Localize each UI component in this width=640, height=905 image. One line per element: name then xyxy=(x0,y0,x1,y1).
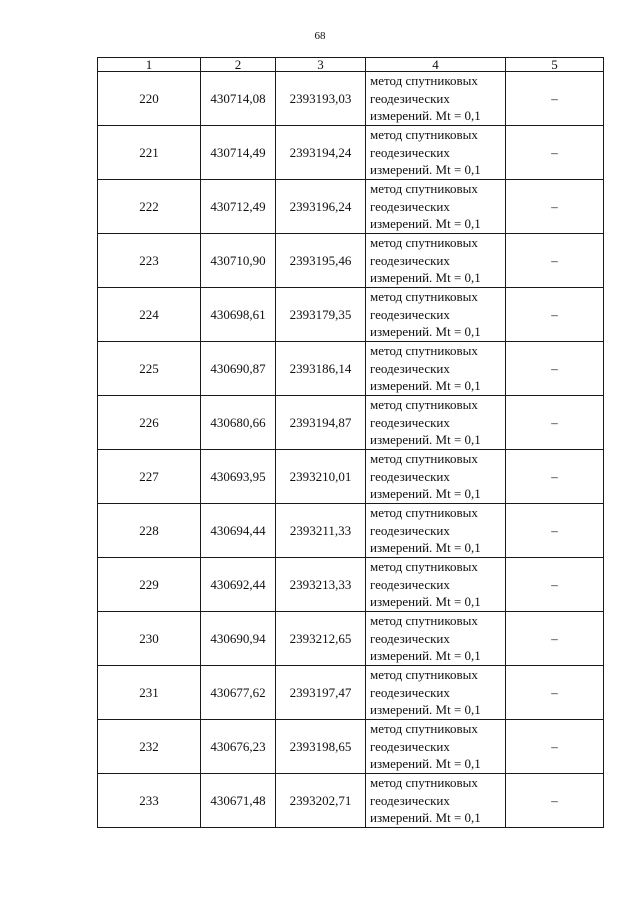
table-row xyxy=(98,666,604,720)
table-row xyxy=(98,234,604,288)
table-row xyxy=(98,180,604,234)
point-number-cell: 227 xyxy=(98,450,201,504)
method-text-line: геодезических xyxy=(370,306,450,322)
x-coordinate-cell: 430714,49 xyxy=(201,126,276,180)
method-text-line: геодезических xyxy=(370,198,450,214)
method-text-line: измерений. Mt = 0,1 xyxy=(370,108,481,124)
method-text-line: геодезических xyxy=(370,144,450,160)
note-cell: – xyxy=(506,288,604,342)
method-text-line: метод спутниковых xyxy=(370,613,478,629)
y-coordinate-cell: 2393212,65 xyxy=(276,612,366,666)
method-text-line: метод спутниковых xyxy=(370,505,478,521)
column-header-2: 2 xyxy=(201,58,276,72)
method-text-line: геодезических xyxy=(370,522,450,538)
table-row xyxy=(98,504,604,558)
y-coordinate-cell: 2393197,47 xyxy=(276,666,366,720)
point-number-cell: 225 xyxy=(98,342,201,396)
method-text-line: метод спутниковых xyxy=(370,559,478,575)
method-cell xyxy=(366,720,506,774)
method-text-line: метод спутниковых xyxy=(370,397,478,413)
note-cell: – xyxy=(506,612,604,666)
point-number-cell: 230 xyxy=(98,612,201,666)
x-coordinate-cell: 430694,44 xyxy=(201,504,276,558)
method-cell xyxy=(366,504,506,558)
table-body xyxy=(98,72,604,828)
table-row xyxy=(98,72,604,126)
note-cell: – xyxy=(506,342,604,396)
point-number-cell: 226 xyxy=(98,396,201,450)
y-coordinate-cell: 2393210,01 xyxy=(276,450,366,504)
x-coordinate-cell: 430692,44 xyxy=(201,558,276,612)
method-cell xyxy=(366,342,506,396)
point-number-cell: 233 xyxy=(98,774,201,828)
table-row xyxy=(98,612,604,666)
method-text-line: измерений. Mt = 0,1 xyxy=(370,324,481,340)
table-row xyxy=(98,774,604,828)
method-text-line: измерений. Mt = 0,1 xyxy=(370,486,481,502)
column-header-5: 5 xyxy=(506,58,604,72)
point-number-cell: 221 xyxy=(98,126,201,180)
method-cell xyxy=(366,450,506,504)
method-text-line: метод спутниковых xyxy=(370,343,478,359)
method-text-line: геодезических xyxy=(370,414,450,430)
table-row xyxy=(98,450,604,504)
method-text-line: измерений. Mt = 0,1 xyxy=(370,648,481,664)
point-number-cell: 231 xyxy=(98,666,201,720)
method-cell xyxy=(366,234,506,288)
method-text-line: геодезических xyxy=(370,252,450,268)
method-text-line: измерений. Mt = 0,1 xyxy=(370,702,481,718)
point-number-cell: 220 xyxy=(98,72,201,126)
column-header-3: 3 xyxy=(276,58,366,72)
method-text-line: метод спутниковых xyxy=(370,73,478,89)
table-row xyxy=(98,342,604,396)
x-coordinate-cell: 430671,48 xyxy=(201,774,276,828)
method-text-line: измерений. Mt = 0,1 xyxy=(370,540,481,556)
method-text-line: метод спутниковых xyxy=(370,127,478,143)
note-cell: – xyxy=(506,396,604,450)
method-text-line: измерений. Mt = 0,1 xyxy=(370,162,481,178)
method-text-line: измерений. Mt = 0,1 xyxy=(370,378,481,394)
y-coordinate-cell: 2393194,87 xyxy=(276,396,366,450)
method-text-line: измерений. Mt = 0,1 xyxy=(370,270,481,286)
method-text-line: метод спутниковых xyxy=(370,235,478,251)
method-text-line: геодезических xyxy=(370,576,450,592)
method-text-line: метод спутниковых xyxy=(370,775,478,791)
method-text-line: геодезических xyxy=(370,468,450,484)
y-coordinate-cell: 2393179,35 xyxy=(276,288,366,342)
point-number-cell: 222 xyxy=(98,180,201,234)
y-coordinate-cell: 2393195,46 xyxy=(276,234,366,288)
x-coordinate-cell: 430710,90 xyxy=(201,234,276,288)
method-cell xyxy=(366,396,506,450)
method-text-line: геодезических xyxy=(370,630,450,646)
header-row xyxy=(98,58,604,72)
note-cell: – xyxy=(506,774,604,828)
note-cell: – xyxy=(506,666,604,720)
page-number: 68 xyxy=(314,30,326,42)
method-text-line: измерений. Mt = 0,1 xyxy=(370,756,481,772)
method-cell xyxy=(366,180,506,234)
method-text-line: геодезических xyxy=(370,684,450,700)
note-cell: – xyxy=(506,180,604,234)
method-cell xyxy=(366,612,506,666)
table-row xyxy=(98,288,604,342)
y-coordinate-cell: 2393194,24 xyxy=(276,126,366,180)
method-text-line: геодезических xyxy=(370,738,450,754)
point-number-cell: 223 xyxy=(98,234,201,288)
method-cell xyxy=(366,558,506,612)
x-coordinate-cell: 430714,08 xyxy=(201,72,276,126)
note-cell: – xyxy=(506,234,604,288)
y-coordinate-cell: 2393193,03 xyxy=(276,72,366,126)
method-text-line: измерений. Mt = 0,1 xyxy=(370,432,481,448)
y-coordinate-cell: 2393202,71 xyxy=(276,774,366,828)
method-cell xyxy=(366,666,506,720)
x-coordinate-cell: 430680,66 xyxy=(201,396,276,450)
column-header-4: 4 xyxy=(366,58,506,72)
table-row xyxy=(98,720,604,774)
y-coordinate-cell: 2393186,14 xyxy=(276,342,366,396)
table-row xyxy=(98,396,604,450)
x-coordinate-cell: 430676,23 xyxy=(201,720,276,774)
column-header-1: 1 xyxy=(98,58,201,72)
method-text-line: метод спутниковых xyxy=(370,289,478,305)
method-cell xyxy=(366,288,506,342)
method-text-line: измерений. Mt = 0,1 xyxy=(370,594,481,610)
point-number-cell: 228 xyxy=(98,504,201,558)
method-cell xyxy=(366,126,506,180)
y-coordinate-cell: 2393213,33 xyxy=(276,558,366,612)
method-text-line: метод спутниковых xyxy=(370,451,478,467)
y-coordinate-cell: 2393198,65 xyxy=(276,720,366,774)
method-cell xyxy=(366,72,506,126)
method-text-line: измерений. Mt = 0,1 xyxy=(370,216,481,232)
note-cell: – xyxy=(506,558,604,612)
x-coordinate-cell: 430690,94 xyxy=(201,612,276,666)
table-row xyxy=(98,558,604,612)
coordinates-table xyxy=(97,57,604,828)
x-coordinate-cell: 430712,49 xyxy=(201,180,276,234)
method-cell xyxy=(366,774,506,828)
note-cell: – xyxy=(506,126,604,180)
note-cell: – xyxy=(506,72,604,126)
method-text-line: метод спутниковых xyxy=(370,667,478,683)
point-number-cell: 232 xyxy=(98,720,201,774)
y-coordinate-cell: 2393196,24 xyxy=(276,180,366,234)
method-text-line: геодезических xyxy=(370,360,450,376)
table-row xyxy=(98,126,604,180)
method-text-line: геодезических xyxy=(370,90,450,106)
method-text-line: измерений. Mt = 0,1 xyxy=(370,810,481,826)
method-text-line: метод спутниковых xyxy=(370,181,478,197)
method-text-line: геодезических xyxy=(370,792,450,808)
x-coordinate-cell: 430693,95 xyxy=(201,450,276,504)
point-number-cell: 224 xyxy=(98,288,201,342)
y-coordinate-cell: 2393211,33 xyxy=(276,504,366,558)
x-coordinate-cell: 430677,62 xyxy=(201,666,276,720)
x-coordinate-cell: 430690,87 xyxy=(201,342,276,396)
note-cell: – xyxy=(506,450,604,504)
note-cell: – xyxy=(506,720,604,774)
note-cell: – xyxy=(506,504,604,558)
x-coordinate-cell: 430698,61 xyxy=(201,288,276,342)
method-text-line: метод спутниковых xyxy=(370,721,478,737)
table-header xyxy=(98,58,604,72)
point-number-cell: 229 xyxy=(98,558,201,612)
